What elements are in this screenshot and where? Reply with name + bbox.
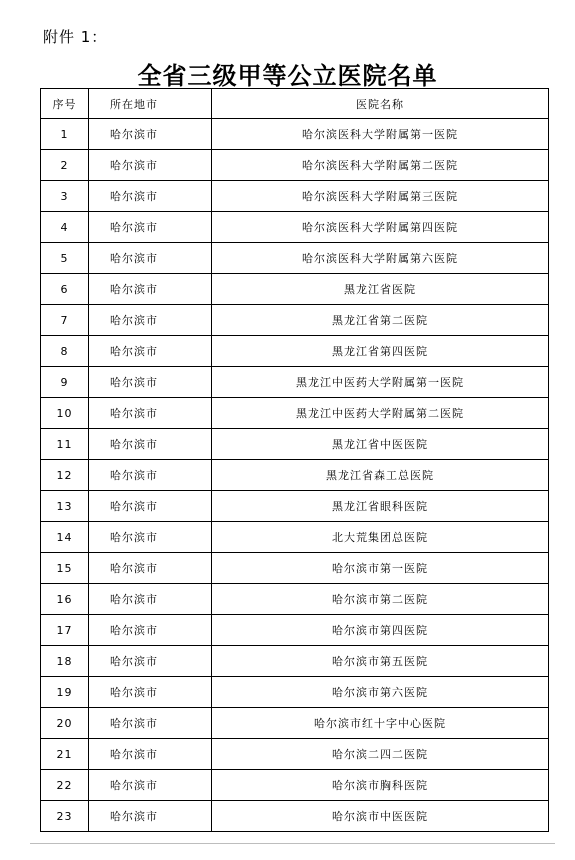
row-serial-number: 17: [41, 615, 89, 646]
row-hospital-name: 北大荒集团总医院: [212, 522, 549, 553]
row-hospital-name: 哈尔滨市第二医院: [212, 584, 549, 615]
row-city: 哈尔滨市: [89, 584, 212, 615]
row-serial-number: 11: [41, 429, 89, 460]
row-serial-number: 19: [41, 677, 89, 708]
row-hospital-name: 黑龙江省眼科医院: [212, 491, 549, 522]
row-city: 哈尔滨市: [89, 553, 212, 584]
table-header-row: [41, 89, 549, 119]
row-hospital-name: 黑龙江中医药大学附属第二医院: [212, 398, 549, 429]
row-serial-number: 8: [41, 336, 89, 367]
table-row: [41, 367, 549, 398]
page-bottom-rule: [30, 843, 555, 844]
table-row: [41, 274, 549, 305]
row-city: 哈尔滨市: [89, 460, 212, 491]
row-city: 哈尔滨市: [89, 274, 212, 305]
row-serial-number: 18: [41, 646, 89, 677]
row-city: 哈尔滨市: [89, 398, 212, 429]
row-hospital-name: 黑龙江中医药大学附属第一医院: [212, 367, 549, 398]
table-row: [41, 677, 549, 708]
row-hospital-name: 哈尔滨医科大学附属第四医院: [212, 212, 549, 243]
row-city: 哈尔滨市: [89, 522, 212, 553]
row-hospital-name: 哈尔滨医科大学附属第一医院: [212, 119, 549, 150]
row-city: 哈尔滨市: [89, 119, 212, 150]
row-hospital-name: 哈尔滨市第五医院: [212, 646, 549, 677]
row-serial-number: 12: [41, 460, 89, 491]
row-city: 哈尔滨市: [89, 212, 212, 243]
row-city: 哈尔滨市: [89, 367, 212, 398]
header-serial-number: 序号: [41, 89, 89, 119]
row-hospital-name: 哈尔滨市胸科医院: [212, 770, 549, 801]
row-city: 哈尔滨市: [89, 708, 212, 739]
header-city: 所在地市: [89, 89, 212, 119]
row-serial-number: 20: [41, 708, 89, 739]
table-row: [41, 212, 549, 243]
row-hospital-name: 黑龙江省中医医院: [212, 429, 549, 460]
table-row: [41, 584, 549, 615]
row-serial-number: 23: [41, 801, 89, 832]
table-row: [41, 119, 549, 150]
table-row: [41, 150, 549, 181]
row-serial-number: 14: [41, 522, 89, 553]
row-hospital-name: 黑龙江省医院: [212, 274, 549, 305]
row-hospital-name: 哈尔滨医科大学附属第三医院: [212, 181, 549, 212]
table-row: [41, 336, 549, 367]
table-row: [41, 770, 549, 801]
row-city: 哈尔滨市: [89, 336, 212, 367]
table-row: [41, 460, 549, 491]
row-serial-number: 15: [41, 553, 89, 584]
table-row: [41, 739, 549, 770]
row-serial-number: 16: [41, 584, 89, 615]
row-serial-number: 3: [41, 181, 89, 212]
row-serial-number: 22: [41, 770, 89, 801]
hospital-table: [40, 88, 549, 832]
row-serial-number: 21: [41, 739, 89, 770]
row-serial-number: 7: [41, 305, 89, 336]
row-hospital-name: 哈尔滨市第六医院: [212, 677, 549, 708]
row-hospital-name: 哈尔滨市第一医院: [212, 553, 549, 584]
header-hospital-name: 医院名称: [212, 89, 549, 119]
row-city: 哈尔滨市: [89, 243, 212, 274]
row-city: 哈尔滨市: [89, 615, 212, 646]
row-hospital-name: 哈尔滨医科大学附属第二医院: [212, 150, 549, 181]
row-city: 哈尔滨市: [89, 181, 212, 212]
table-row: [41, 305, 549, 336]
table-row: [41, 491, 549, 522]
row-serial-number: 1: [41, 119, 89, 150]
row-hospital-name: 哈尔滨二四二医院: [212, 739, 549, 770]
table-row: [41, 181, 549, 212]
row-city: 哈尔滨市: [89, 305, 212, 336]
row-serial-number: 10: [41, 398, 89, 429]
row-hospital-name: 黑龙江省森工总医院: [212, 460, 549, 491]
row-city: 哈尔滨市: [89, 150, 212, 181]
row-hospital-name: 黑龙江省第二医院: [212, 305, 549, 336]
row-hospital-name: 黑龙江省第四医院: [212, 336, 549, 367]
table-row: [41, 646, 549, 677]
row-city: 哈尔滨市: [89, 801, 212, 832]
row-city: 哈尔滨市: [89, 429, 212, 460]
row-city: 哈尔滨市: [89, 739, 212, 770]
row-hospital-name: 哈尔滨市红十字中心医院: [212, 708, 549, 739]
document-title: 全省三级甲等公立医院名单: [137, 62, 438, 90]
table-row: [41, 801, 549, 832]
table-row: [41, 243, 549, 274]
table-row: [41, 615, 549, 646]
table-row: [41, 398, 549, 429]
row-serial-number: 5: [41, 243, 89, 274]
row-serial-number: 13: [41, 491, 89, 522]
table-row: [41, 553, 549, 584]
row-serial-number: 2: [41, 150, 89, 181]
row-city: 哈尔滨市: [89, 491, 212, 522]
row-serial-number: 6: [41, 274, 89, 305]
row-city: 哈尔滨市: [89, 646, 212, 677]
row-hospital-name: 哈尔滨医科大学附属第六医院: [212, 243, 549, 274]
row-serial-number: 4: [41, 212, 89, 243]
row-hospital-name: 哈尔滨市第四医院: [212, 615, 549, 646]
row-city: 哈尔滨市: [89, 770, 212, 801]
row-serial-number: 9: [41, 367, 89, 398]
table-row: [41, 429, 549, 460]
attachment-label: 附件 1：: [43, 28, 108, 46]
row-city: 哈尔滨市: [89, 677, 212, 708]
table-row: [41, 522, 549, 553]
table-row: [41, 708, 549, 739]
row-hospital-name: 哈尔滨市中医医院: [212, 801, 549, 832]
